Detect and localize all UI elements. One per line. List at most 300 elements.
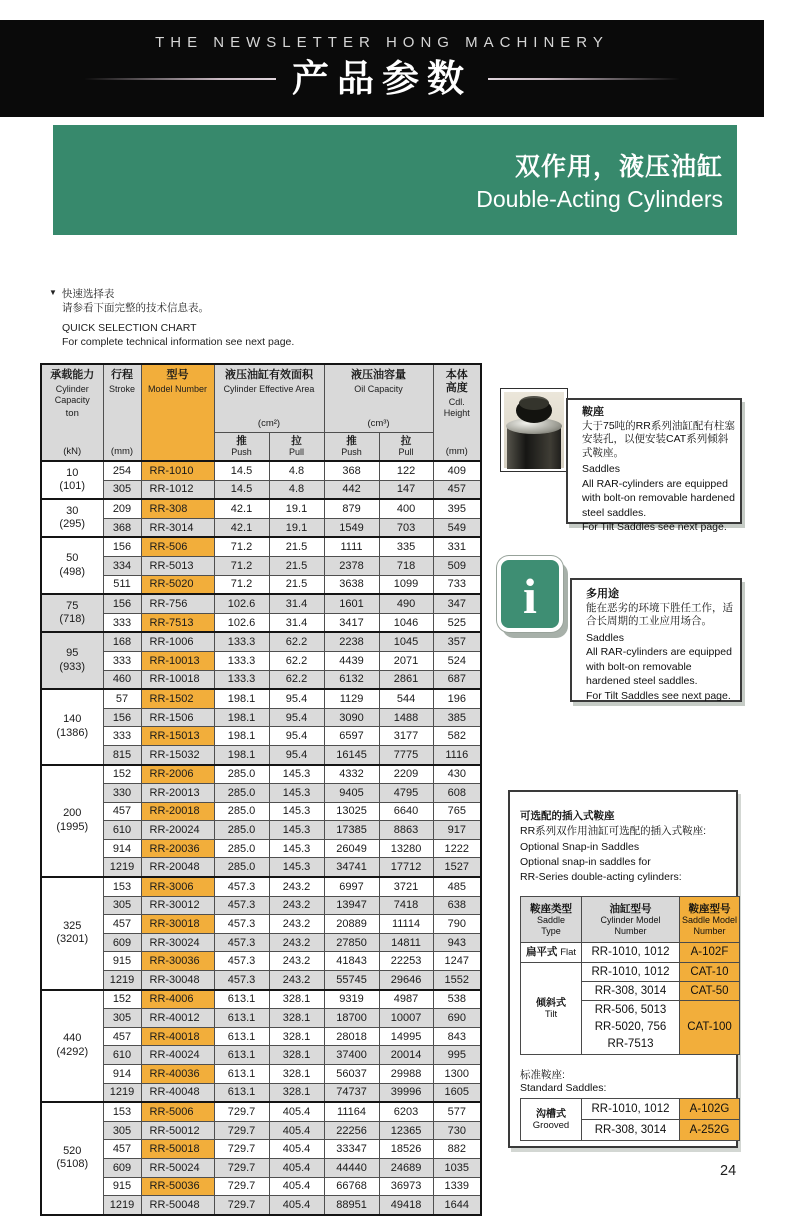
stroke-cell: 915: [103, 1177, 141, 1196]
area-pull-cell: 95.4: [269, 727, 324, 746]
height-cell: 1116: [433, 745, 481, 764]
model-cell: RR-10013: [141, 651, 214, 670]
height-cell: 1605: [433, 1083, 481, 1102]
oil-pull-cell: 12365: [379, 1121, 433, 1140]
model-cell: RR-20024: [141, 821, 214, 840]
oil-pull-cell: 4795: [379, 784, 433, 803]
area-push-cell: 457.3: [214, 971, 269, 990]
height-cell: 577: [433, 1102, 481, 1121]
stroke-cell: 609: [103, 933, 141, 952]
capacity-cell: 440 (4292): [41, 990, 103, 1103]
opt-col-saddle: 鞍座型号 Saddle Model Number: [680, 897, 740, 943]
saddles-body-en: All RAR-cylinders are equipped with bolt-on removable hardened steel saddles.: [582, 477, 735, 519]
area-pull-cell: 405.4: [269, 1158, 324, 1177]
height-cell: 638: [433, 896, 481, 915]
stroke-cell: 305: [103, 1121, 141, 1140]
oil-pull-cell: 147: [379, 480, 433, 499]
area-push-cell: 729.7: [214, 1140, 269, 1159]
oil-push-cell: 22256: [324, 1121, 379, 1140]
model-cell: RR-1012: [141, 480, 214, 499]
triangle-marker-icon: ▼: [49, 288, 57, 297]
oil-push-cell: 2378: [324, 556, 379, 575]
area-pull-cell: 21.5: [269, 556, 324, 575]
model-cell: RR-10018: [141, 670, 214, 689]
oil-pull-cell: 6640: [379, 802, 433, 821]
oil-pull-cell: 122: [379, 461, 433, 480]
versatility-title-zh: 多用途: [586, 588, 619, 600]
table-row: [41, 952, 481, 971]
capacity-cell: 30 (295): [41, 499, 103, 537]
area-push-cell: 71.2: [214, 537, 269, 556]
info-icon-glyph: i: [523, 567, 537, 624]
opt-col-type: 鞍座类型 Saddle Type: [521, 897, 582, 943]
table-row: [41, 821, 481, 840]
col-header-capacity: 承载能力 Cylinder Capacity ton (kN): [41, 364, 103, 461]
area-push-cell: 71.2: [214, 556, 269, 575]
oil-push-cell: 37400: [324, 1046, 379, 1065]
model-cell: RR-5020: [141, 575, 214, 594]
area-pull-cell: 145.3: [269, 821, 324, 840]
oil-push-cell: 33347: [324, 1140, 379, 1159]
area-push-cell: 285.0: [214, 802, 269, 821]
table-row: [41, 689, 481, 708]
area-push-cell: 198.1: [214, 708, 269, 727]
oil-push-cell: 879: [324, 499, 379, 518]
oil-pull-cell: 17712: [379, 858, 433, 877]
capacity-cell: 140 (1386): [41, 689, 103, 764]
intro-line4: For complete technical information see next page.: [62, 335, 295, 348]
model-cell: RR-50012: [141, 1121, 214, 1140]
height-cell: 457: [433, 480, 481, 499]
oil-pull-cell: 49418: [379, 1196, 433, 1215]
model-cell: RR-756: [141, 594, 214, 613]
stroke-cell: 368: [103, 518, 141, 537]
area-pull-cell: 31.4: [269, 594, 324, 613]
area-push-cell: 133.3: [214, 632, 269, 651]
area-pull-cell: 95.4: [269, 745, 324, 764]
versatility-panel: [570, 578, 742, 702]
oil-push-cell: 9319: [324, 990, 379, 1009]
height-cell: 995: [433, 1046, 481, 1065]
intro-line3: QUICK SELECTION CHART: [62, 322, 197, 334]
area-pull-cell: 145.3: [269, 839, 324, 858]
stroke-cell: 305: [103, 1009, 141, 1028]
model-cell: RR-4006: [141, 990, 214, 1009]
area-pull-cell: 145.3: [269, 802, 324, 821]
stroke-cell: 457: [103, 802, 141, 821]
oil-push-cell: 44440: [324, 1158, 379, 1177]
area-pull-cell: 243.2: [269, 952, 324, 971]
stroke-cell: 152: [103, 765, 141, 784]
area-push-cell: 133.3: [214, 670, 269, 689]
table-row: [41, 1027, 481, 1046]
area-pull-cell: 145.3: [269, 765, 324, 784]
capacity-cell: 200 (1995): [41, 765, 103, 878]
stroke-cell: 1219: [103, 1083, 141, 1102]
area-pull-cell: 328.1: [269, 1065, 324, 1084]
oil-push-cell: 13025: [324, 802, 379, 821]
height-cell: 357: [433, 632, 481, 651]
area-pull-cell: 145.3: [269, 784, 324, 803]
table-row: [41, 990, 481, 1009]
model-cell: RR-20018: [141, 802, 214, 821]
area-pull-cell: 328.1: [269, 990, 324, 1009]
banner-title-en: Double-Acting Cylinders: [476, 186, 723, 212]
oil-push-cell: 1601: [324, 594, 379, 613]
model-cell: RR-7513: [141, 613, 214, 632]
height-cell: 1644: [433, 1196, 481, 1215]
stroke-cell: 457: [103, 1140, 141, 1159]
table-row: [41, 461, 481, 480]
model-cell: RR-3014: [141, 518, 214, 537]
model-cell: RR-50048: [141, 1196, 214, 1215]
oil-push-cell: 1111: [324, 537, 379, 556]
table-row: [41, 575, 481, 594]
model-cell: RR-1010: [141, 461, 214, 480]
saddles-body-zh: 大于75吨的RR系列油缸配有柱塞安装孔，以便安装CAT系列倾斜式鞍座。: [582, 419, 735, 459]
oil-pull-cell: 24689: [379, 1158, 433, 1177]
area-push-cell: 198.1: [214, 727, 269, 746]
stroke-cell: 610: [103, 821, 141, 840]
oil-pull-cell: 3721: [379, 877, 433, 896]
area-pull-cell: 405.4: [269, 1177, 324, 1196]
area-push-cell: 729.7: [214, 1102, 269, 1121]
height-cell: 882: [433, 1140, 481, 1159]
stroke-cell: 457: [103, 1027, 141, 1046]
table-row: [41, 1158, 481, 1177]
area-push-cell: 285.0: [214, 784, 269, 803]
oil-push-cell: 55745: [324, 971, 379, 990]
area-push-cell: 285.0: [214, 839, 269, 858]
oil-pull-cell: 2071: [379, 651, 433, 670]
area-push-cell: 285.0: [214, 765, 269, 784]
cylinder-model-cell: RR-308, 3014: [582, 1120, 680, 1141]
table-row: [41, 651, 481, 670]
optional-subtitle-zh: RR系列双作用油缸可选配的插入式鞍座:: [520, 825, 707, 838]
saddles-title-en: Saddles: [582, 463, 620, 475]
model-cell: RR-40012: [141, 1009, 214, 1028]
oil-pull-cell: 18526: [379, 1140, 433, 1159]
main-table-body: [41, 461, 481, 1215]
oil-pull-cell: 1045: [379, 632, 433, 651]
opt-col-model: 油缸型号 Cylinder Model Number: [582, 897, 680, 943]
table-row: [41, 727, 481, 746]
stroke-cell: 610: [103, 1046, 141, 1065]
oil-pull-cell: 3177: [379, 727, 433, 746]
model-cell: RR-20048: [141, 858, 214, 877]
model-cell: RR-50024: [141, 1158, 214, 1177]
area-push-cell: 198.1: [214, 745, 269, 764]
oil-push-cell: 17385: [324, 821, 379, 840]
col-header-model: 型号 Model Number: [141, 364, 214, 461]
table-row: [41, 971, 481, 990]
oil-pull-cell: 29988: [379, 1065, 433, 1084]
col-header-oil: 液压油容量 Oil Capacity (cm³): [324, 364, 433, 433]
stroke-cell: 156: [103, 708, 141, 727]
height-cell: 331: [433, 537, 481, 556]
table-row: [41, 877, 481, 896]
table-row: [41, 708, 481, 727]
area-pull-cell: 21.5: [269, 537, 324, 556]
area-push-cell: 42.1: [214, 518, 269, 537]
area-pull-cell: 243.2: [269, 915, 324, 934]
page-number: 24: [720, 1163, 737, 1179]
table-row: [41, 933, 481, 952]
height-cell: 765: [433, 802, 481, 821]
height-cell: 385: [433, 708, 481, 727]
oil-pull-cell: 29646: [379, 971, 433, 990]
height-cell: 1300: [433, 1065, 481, 1084]
height-cell: 733: [433, 575, 481, 594]
height-cell: 538: [433, 990, 481, 1009]
table-row: [521, 963, 740, 982]
stroke-cell: 609: [103, 1158, 141, 1177]
stroke-cell: 333: [103, 613, 141, 632]
area-push-cell: 457.3: [214, 896, 269, 915]
saddle-model-cell: CAT-100: [680, 1001, 740, 1055]
header-bar: [0, 20, 764, 117]
cylinder-model-cell: RR-1010, 1012: [582, 943, 680, 963]
area-pull-cell: 328.1: [269, 1009, 324, 1028]
area-pull-cell: 95.4: [269, 708, 324, 727]
model-cell: RR-30012: [141, 896, 214, 915]
oil-pull-cell: 20014: [379, 1046, 433, 1065]
table-row: [41, 613, 481, 632]
table-row: [41, 632, 481, 651]
oil-push-cell: 20889: [324, 915, 379, 934]
area-push-cell: 729.7: [214, 1177, 269, 1196]
saddle-type-cell: 扁平式 Flat: [521, 943, 582, 963]
table-row: [41, 896, 481, 915]
area-pull-cell: 328.1: [269, 1046, 324, 1065]
table-row: [41, 1083, 481, 1102]
oil-push-cell: 13947: [324, 896, 379, 915]
height-cell: 917: [433, 821, 481, 840]
title-rule-left: [84, 78, 276, 80]
stroke-cell: 1219: [103, 1196, 141, 1215]
oil-push-cell: 442: [324, 480, 379, 499]
table-row: [41, 1196, 481, 1215]
oil-pull-cell: 400: [379, 499, 433, 518]
area-push-cell: 71.2: [214, 575, 269, 594]
stroke-cell: 914: [103, 1065, 141, 1084]
intro-line2: 请参看下面完整的技术信息表。: [62, 301, 209, 314]
model-cell: RR-40048: [141, 1083, 214, 1102]
area-push-cell: 613.1: [214, 1009, 269, 1028]
height-cell: 430: [433, 765, 481, 784]
standard-saddles-title: 标准鞍座: Standard Saddles:: [520, 1069, 607, 1095]
oil-pull-cell: 14811: [379, 933, 433, 952]
stroke-cell: 330: [103, 784, 141, 803]
area-pull-cell: 31.4: [269, 613, 324, 632]
area-pull-cell: 95.4: [269, 689, 324, 708]
oil-push-cell: 3090: [324, 708, 379, 727]
oil-pull-cell: 11114: [379, 915, 433, 934]
area-push-cell: 14.5: [214, 461, 269, 480]
area-push-cell: 729.7: [214, 1196, 269, 1215]
model-cell: RR-30036: [141, 952, 214, 971]
area-push-cell: 613.1: [214, 1046, 269, 1065]
table-row: [41, 480, 481, 499]
saddle-type-cell: 沟槽式 Grooved: [521, 1099, 582, 1141]
area-pull-cell: 4.8: [269, 480, 324, 499]
oil-push-cell: 3638: [324, 575, 379, 594]
area-push-cell: 198.1: [214, 689, 269, 708]
table-row: [41, 1009, 481, 1028]
stroke-cell: 153: [103, 877, 141, 896]
area-push-cell: 613.1: [214, 1027, 269, 1046]
subcol-oil-push: 推 Push: [324, 433, 379, 461]
area-push-cell: 613.1: [214, 990, 269, 1009]
model-cell: RR-50018: [141, 1140, 214, 1159]
area-push-cell: 42.1: [214, 499, 269, 518]
model-cell: RR-2006: [141, 765, 214, 784]
height-cell: 1527: [433, 858, 481, 877]
model-cell: RR-1506: [141, 708, 214, 727]
table-row: [41, 784, 481, 803]
model-cell: RR-20013: [141, 784, 214, 803]
stroke-cell: 1219: [103, 971, 141, 990]
capacity-cell: 10 (101): [41, 461, 103, 499]
height-cell: 1222: [433, 839, 481, 858]
area-pull-cell: 328.1: [269, 1083, 324, 1102]
saddle-cap-top-graphic: [519, 396, 549, 410]
oil-pull-cell: 2861: [379, 670, 433, 689]
stroke-cell: 334: [103, 556, 141, 575]
info-icon: [497, 556, 563, 632]
oil-push-cell: 88951: [324, 1196, 379, 1215]
oil-push-cell: 9405: [324, 784, 379, 803]
table-row: [41, 1140, 481, 1159]
oil-push-cell: 11164: [324, 1102, 379, 1121]
height-cell: 347: [433, 594, 481, 613]
oil-push-cell: 26049: [324, 839, 379, 858]
stroke-cell: 457: [103, 915, 141, 934]
subcol-area-push: 推 Push: [214, 433, 269, 461]
area-push-cell: 133.3: [214, 651, 269, 670]
stroke-cell: 333: [103, 651, 141, 670]
optional-subtitle-en1: Optional snap-in saddles for: [520, 855, 651, 868]
oil-pull-cell: 22253: [379, 952, 433, 971]
area-pull-cell: 62.2: [269, 651, 324, 670]
standard-saddles-table: [520, 1098, 740, 1141]
cylinder-model-cell: RR-1010, 1012: [582, 963, 680, 982]
model-cell: RR-5013: [141, 556, 214, 575]
title-rule-right: [488, 78, 680, 80]
oil-pull-cell: 36973: [379, 1177, 433, 1196]
oil-push-cell: 2238: [324, 632, 379, 651]
stroke-cell: 57: [103, 689, 141, 708]
table-row: [41, 765, 481, 784]
oil-push-cell: 74737: [324, 1083, 379, 1102]
area-pull-cell: 243.2: [269, 971, 324, 990]
area-push-cell: 613.1: [214, 1065, 269, 1084]
saddle-model-cell: CAT-50: [680, 982, 740, 1001]
area-pull-cell: 405.4: [269, 1102, 324, 1121]
cylinder-model-cell: RR-308, 3014: [582, 982, 680, 1001]
area-push-cell: 285.0: [214, 821, 269, 840]
saddle-model-cell: CAT-10: [680, 963, 740, 982]
stroke-cell: 511: [103, 575, 141, 594]
versatility-body-en: All RAR-cylinders are equipped with bolt-on removable hardened steel saddles.: [586, 646, 732, 687]
oil-pull-cell: 718: [379, 556, 433, 575]
oil-push-cell: 56037: [324, 1065, 379, 1084]
capacity-cell: 95 (933): [41, 632, 103, 689]
stroke-cell: 305: [103, 896, 141, 915]
model-cell: RR-308: [141, 499, 214, 518]
stroke-cell: 914: [103, 839, 141, 858]
oil-push-cell: 1549: [324, 518, 379, 537]
subcol-area-pull: 拉 Pull: [269, 433, 324, 461]
height-cell: 843: [433, 1027, 481, 1046]
optional-title-zh: 可选配的插入式鞍座: [520, 810, 615, 822]
area-pull-cell: 405.4: [269, 1196, 324, 1215]
oil-pull-cell: 6203: [379, 1102, 433, 1121]
oil-push-cell: 4332: [324, 765, 379, 784]
model-cell: RR-20036: [141, 839, 214, 858]
model-cell: RR-50036: [141, 1177, 214, 1196]
oil-push-cell: 16145: [324, 745, 379, 764]
table-row: [41, 594, 481, 613]
oil-pull-cell: 1046: [379, 613, 433, 632]
area-push-cell: 457.3: [214, 877, 269, 896]
stroke-cell: 305: [103, 480, 141, 499]
height-cell: 608: [433, 784, 481, 803]
area-push-cell: 613.1: [214, 1083, 269, 1102]
saddles-panel: [566, 398, 742, 533]
stroke-cell: 915: [103, 952, 141, 971]
page-title: 产品参数: [292, 58, 472, 99]
quick-selection-table: [40, 363, 482, 1216]
height-cell: 509: [433, 556, 481, 575]
model-cell: RR-40036: [141, 1065, 214, 1084]
cylinder-model-cell: RR-1010, 1012: [582, 1099, 680, 1120]
stroke-cell: 815: [103, 745, 141, 764]
model-cell: RR-5006: [141, 1102, 214, 1121]
table-row: [41, 1102, 481, 1121]
oil-pull-cell: 7418: [379, 896, 433, 915]
table-row: [41, 1177, 481, 1196]
stroke-cell: 1219: [103, 858, 141, 877]
subcol-oil-pull: 拉 Pull: [379, 433, 433, 461]
area-pull-cell: 4.8: [269, 461, 324, 480]
oil-push-cell: 6997: [324, 877, 379, 896]
versatility-body-zh: 能在恶劣的环境下胜任工作，适合长周期的工业应用场合。: [586, 601, 733, 627]
area-pull-cell: 328.1: [269, 1027, 324, 1046]
oil-pull-cell: 1099: [379, 575, 433, 594]
height-cell: 1339: [433, 1177, 481, 1196]
height-cell: 690: [433, 1009, 481, 1028]
capacity-cell: 50 (498): [41, 537, 103, 594]
height-cell: 485: [433, 877, 481, 896]
oil-pull-cell: 4987: [379, 990, 433, 1009]
model-cell: RR-15013: [141, 727, 214, 746]
oil-pull-cell: 7775: [379, 745, 433, 764]
model-cell: RR-1502: [141, 689, 214, 708]
stroke-cell: 153: [103, 1102, 141, 1121]
table-row: [41, 556, 481, 575]
height-cell: 1552: [433, 971, 481, 990]
height-cell: 1247: [433, 952, 481, 971]
table-row: [41, 915, 481, 934]
saddles-title-zh: 鞍座: [582, 406, 604, 418]
col-header-stroke: 行程 Stroke (mm): [103, 364, 141, 461]
area-push-cell: 457.3: [214, 952, 269, 971]
area-push-cell: 729.7: [214, 1158, 269, 1177]
height-cell: 395: [433, 499, 481, 518]
col-header-height: 本体高度 Cdl. Height (mm): [433, 364, 481, 461]
oil-pull-cell: 10007: [379, 1009, 433, 1028]
